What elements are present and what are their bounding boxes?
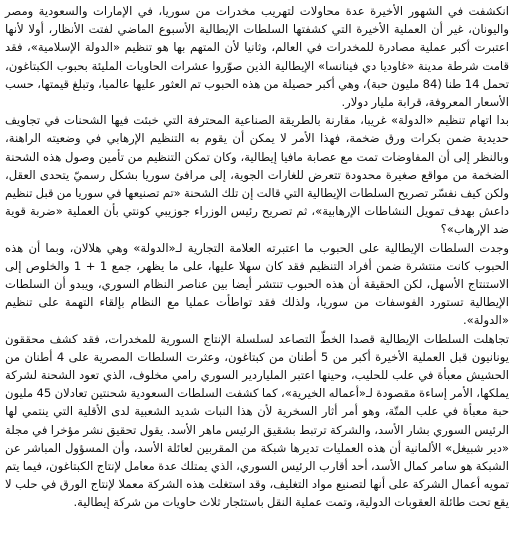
article-paragraph-2: بدا اتهام تنظيم «الدولة» غريبا، مقارنة بالطريقة الصناعية المحترفة التي خبئت فيها الشحنات في تجاويف حديدية ضمن بكرات ورق ضخمة، فهذا الأمر لا يمكن أن يقوم به التنظيم الإرهابي في وضعيته الراهنة، وبالنظر إلى أن المفاوضات تمت مع عصابة مافيا إيطالية، وكان تمكن التنظيم من تأمين وصول هذه الشحنة الضخمة من مواقع صغيرة محدودة تتعرض للغارات الجوية، إلى مرافئ سوريا بشكل رسميّ يتحدى العقل، ولكن كيف نفسّر تصريح السلطات الإيطالية التي قالت إن تلك الشحنة «تم تصنيعها في سوريا من قبل تنظيم داعش بهدف تمويل النشاطات الإرهابية»، ثم تصريح رئيس الوزراء جوزيبي كونتي بأن العملية «ضربة قوية ضد الإرهاب»؟ — [5, 113, 509, 237]
article-paragraph-1: انكشفت في الشهور الأخيرة عدة محاولات لتهريب مخدرات من سوريا، في الإمارات والسعودية ومصر واليونان، غير أن العملية الأخيرة التي كشفتها السلطات الإيطالية الأسبوع الماضي لفتت الأنظار، أولا لأنها اعتبرت أكبر عملية مصادرة للمخدرات في العالم، وثانيا لأن المتهم بها هو تنظيم «الدولة الإسلامية»، فقد قامت شرطة مدينة «غاوديا دي فينانسا» الإيطالية الذين صوّروا عشرات الحاويات المليئة بحبوب الكبتاغون، تحمل 14 طنا (84 مليون حبة)، وهي أكبر حصيلة من هذه الحبوب تم العثور عليها عالميا، وتبلغ قيمتها، حسب الأسعار المعروفة، قرابة مليار دولار. — [5, 4, 509, 110]
article-paragraph-3: وجدت السلطات الإيطالية على الحبوب ما اعتبرته العلامة التجارية لـ«الدولة» وهي هلالان، وبما أن هذه الحبوب كانت منتشرة ضمن أفراد التنظيم فقد كان سهلا عليها، على ما يظهر، جمع 1 + 1 والخلوص إلى الاستنتاج الأسهل، لكن الحقيقة أن هذه الحبوب تنتشر أيضا بين عناصر النظام السوري، ويبدو أن السلطات الإيطالية تستورد الفوسفات من سوريا، ولذلك فقد تواطأت عمليا مع النظام بإلقاء التهمة على تنظيم «الدولة». — [5, 240, 509, 328]
article-paragraph-4: تجاهلت السلطات الإيطالية قصدا الخطّ التصاعد لسلسلة الإنتاج السورية للمخدرات، فقد كشف محققون يونانيون قبل العملية الأخيرة أكبر من 5 أطنان من كبتاغون، وعثرت السلطات المصرية على 4 أطنان من الحشيش معبأة في علب للحليب، وحينها اعتبر الملياردير السوري رامي مخلوف، الذي تعود الشحنة لشركة يملكها، الأمر إساءة مقصودة لـ«أعماله الخيرية»، كما كشفت السلطات السعودية شحنتين تعادلان 45 مليون حبة معبأة في علب المتّة، وهو أمر أثار السخرية لأن هذا النبات شديد الشعبية لدى الأقلية التي ينتمي لها الرئيس السوري بشار الأسد، والشركة ترتبط بشقيق الرئيس ماهر الأسد. يقول تحقيق نشر مؤخرا في مجلة «دير شبيغل» الألمانية أن هذه العمليات تديرها شبكة من المقربين لعائلة الأسد، وأن المسؤول المباشر عن الشبكة هو سامر كمال الأسد، أحد أقارب الرئيس السوري، الذي يمتلك عدة معامل لإنتاج الكبتاغون، فيما يتم تمويه أعمال الشركة على أنها لتصنيع مواد التغليف، وقد استغلت هذه الشركة معملا لإنتاج الورق في حلب لا يقع تحت طائلة العقوبات الدولية، وتمت عملية النقل باستئجار ثلاث حاويات من شركة إيطالية. — [5, 331, 509, 510]
